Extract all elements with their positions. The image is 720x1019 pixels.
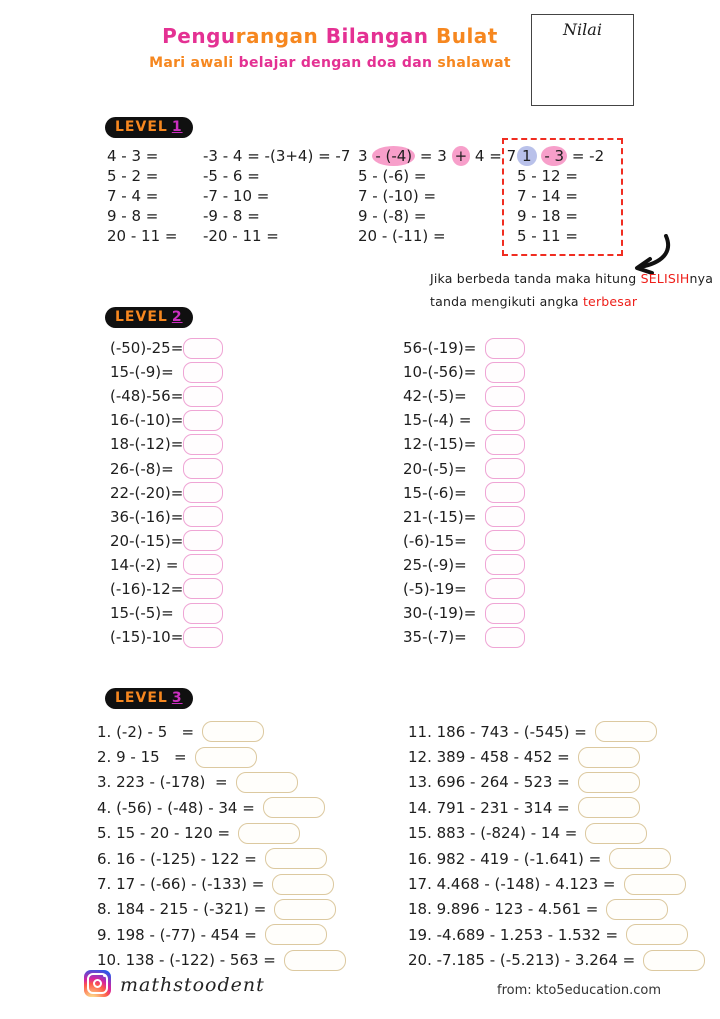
level1-badge [105,116,193,138]
problem-row [403,577,525,601]
level2-right-column [403,336,525,649]
level2-badge-number: 2 [171,309,183,325]
level1-column-4-rest [517,166,621,246]
problem: 3. 223 - (-178) = [97,773,228,792]
answer-box[interactable] [485,603,525,624]
problem: 20-(-15)= [110,531,184,550]
problem-row [403,384,525,408]
answer-box[interactable] [183,386,223,407]
worked-example [358,146,516,166]
problem: -3 - 4 = -(3+4) = -7 [203,147,351,165]
answer-box[interactable] [183,578,223,599]
answer-box[interactable] [183,338,223,359]
text-part: terbesar [582,294,638,309]
level2-left-column [110,336,223,649]
problem: 5 - (-6) = [358,167,427,185]
answer-box[interactable] [183,434,223,455]
problem-row [403,408,525,432]
problem: 10. 138 - (-122) - 563 = [97,951,276,970]
problem: 21-(-15)= [403,507,477,526]
problem: 9 - (-8) = [358,207,427,225]
problem: 30-(-19)= [403,604,477,623]
problem: 15-(-4) = [403,411,472,430]
problem: 13. 696 - 264 - 523 = [408,773,570,792]
text-part: = 3 [415,147,452,165]
problem: 22-(-20)= [110,483,184,502]
answer-box[interactable] [485,482,525,503]
answer-box[interactable] [626,924,688,945]
answer-box[interactable] [183,627,223,648]
answer-box[interactable] [485,627,525,648]
answer-box[interactable] [183,362,223,383]
problem: (-5)-19= [403,579,467,598]
answer-box[interactable] [643,950,705,971]
page-title [95,24,565,48]
problem: (-50)-25= [110,339,184,358]
level1-column-2 [203,146,350,246]
highlighted-term: 1 [517,146,537,166]
problem: 18. 9.896 - 123 - 4.561 = [408,900,599,919]
level3-badge-number: 3 [171,690,183,706]
level2-badge [105,306,193,328]
problem-row [110,360,223,384]
answer-box[interactable] [263,797,325,818]
problem-row [403,529,525,553]
problem: 42-(-5)= [403,387,467,406]
problem: 20 - 11 = [107,227,178,245]
score-box[interactable] [531,14,634,106]
level1-highlight-box [502,138,623,256]
answer-box[interactable] [485,554,525,575]
problem: 35-(-7)= [403,628,467,647]
problem: -5 - 6 = [203,167,260,185]
source-credit: from: kto5education.com [497,983,662,998]
problem: 15-(-9)= [110,363,174,382]
answer-box[interactable] [183,482,223,503]
level1-column-3-rest [358,166,516,246]
text-part: belajar dengan doa dan [238,55,438,71]
problem-row [110,408,223,432]
worked-example [517,146,621,166]
answer-box[interactable] [183,410,223,431]
answer-box[interactable] [274,899,336,920]
text-part: Bulat [428,24,498,48]
problem-row [97,948,346,973]
answer-box[interactable] [265,924,327,945]
problem: 5. 15 - 20 - 120 = [97,824,231,843]
answer-box[interactable] [606,899,668,920]
problem-row [110,529,223,553]
instagram-icon-dot [103,974,106,977]
problem: 2. 9 - 15 = [97,748,187,767]
text-part: Pengu [162,24,236,48]
answer-box[interactable] [578,797,640,818]
problem: 26-(-8)= [110,459,174,478]
problem-row [408,795,705,820]
answer-box[interactable] [485,386,525,407]
problem: 19. -4.689 - 1.253 - 1.532 = [408,925,619,944]
problem: (-48)-56= [110,387,184,406]
problem-row [110,456,223,480]
problem-row [97,719,346,744]
problem-row [97,846,346,871]
problem: 16. 982 - 419 - (-1.641) = [408,849,602,868]
problem: 56-(-19)= [403,339,477,358]
problem-row [110,384,223,408]
problem: 15-(-6)= [403,483,467,502]
problem: 20-(-5)= [403,459,467,478]
text-part: Bilangan [318,24,429,48]
answer-box[interactable] [485,434,525,455]
highlighted-term: - 3 [541,146,567,166]
problem-row [403,336,525,360]
problem-row [408,846,705,871]
text-part: SELISIH [640,271,690,286]
problem: 4. (-56) - (-48) - 34 = [97,798,255,817]
problem: 18-(-12)= [110,435,184,454]
answer-box[interactable] [595,721,657,742]
problem-row [110,505,223,529]
answer-box[interactable] [485,578,525,599]
problem-row [408,770,705,795]
problem: 6. 16 - (-125) - 122 = [97,849,257,868]
answer-box[interactable] [485,530,525,551]
text-part: rangan [235,24,319,48]
problem-row [408,871,705,896]
answer-box[interactable] [624,874,686,895]
level3-badge-label: LEVEL [115,690,168,706]
problem-row [110,336,223,360]
problem: -9 - 8 = [203,207,260,225]
highlighted-term: + [452,146,471,166]
answer-box[interactable] [485,362,525,383]
answer-box[interactable] [183,554,223,575]
problem: 16-(-10)= [110,411,184,430]
answer-box[interactable] [485,410,525,431]
problem-row [408,719,705,744]
problem: 10-(-56)= [403,363,477,382]
page-subtitle [95,55,565,71]
text-part: = -2 [567,147,605,165]
problem: 15. 883 - (-824) - 14 = [408,824,578,843]
instagram-handle: mathstoodent [120,974,265,996]
answer-box[interactable] [183,530,223,551]
problem-row [408,821,705,846]
level3-right-column [408,719,705,973]
problem-row [97,795,346,820]
level2-badge-label: LEVEL [115,309,168,325]
problem: 25-(-9)= [403,555,467,574]
problem: 5 - 12 = [517,167,578,185]
problem: 14. 791 - 231 - 314 = [408,798,570,817]
answer-box[interactable] [578,747,640,768]
problem-row [408,897,705,922]
answer-box[interactable] [485,506,525,527]
problem: 7 - 4 = [107,187,159,205]
answer-box[interactable] [238,823,300,844]
answer-box[interactable] [195,747,257,768]
level1-badge-number: 1 [171,119,183,135]
problem-row [97,897,346,922]
score-box-label: Nilai [563,20,602,39]
text-part: tanda mengikuti angka [430,294,583,309]
problem-row [403,505,525,529]
answer-box[interactable] [609,848,671,869]
answer-box[interactable] [202,721,264,742]
problem: 17. 4.468 - (-148) - 4.123 = [408,875,616,894]
problem-row [403,553,525,577]
problem-row [403,456,525,480]
answer-box[interactable] [183,603,223,624]
problem: 11. 186 - 743 - (-545) = [408,722,587,741]
problem-row [403,625,525,649]
problem-row [110,601,223,625]
problem: 20 - (-11) = [358,227,446,245]
answer-box[interactable] [183,506,223,527]
problem-row [97,871,346,896]
instagram-icon [84,970,111,997]
problem: 20. -7.185 - (-5.213) - 3.264 = [408,951,636,970]
problem-row [403,432,525,456]
problem: 9 - 18 = [517,207,578,225]
problem: 12. 389 - 458 - 452 = [408,748,570,767]
problem-row [408,744,705,769]
problem-row [403,360,525,384]
text-part: shalawat [437,55,511,71]
problem: 9 - 8 = [107,207,159,225]
problem: 15-(-5)= [110,604,174,623]
problem-row [110,481,223,505]
level1-badge-label: LEVEL [115,119,168,135]
hint-line-2 [430,294,637,310]
problem: 36-(-16)= [110,507,184,526]
text-part: 3 [358,147,373,165]
text-part: Mari awali [149,55,239,71]
answer-box[interactable] [578,772,640,793]
answer-box[interactable] [265,848,327,869]
problem: 12-(-15)= [403,435,477,454]
problem-row [97,821,346,846]
problem: -7 - 10 = [203,187,270,205]
problem: -20 - 11 = [203,227,279,245]
answer-box[interactable] [236,772,298,793]
problem: 7. 17 - (-66) - (-133) = [97,875,265,894]
problem: 7 - (-10) = [358,187,437,205]
problem-row [408,948,705,973]
level3-left-column [97,719,346,973]
problem-row [110,553,223,577]
answer-box[interactable] [485,338,525,359]
problem-row [403,601,525,625]
problem: (-16)-12= [110,579,184,598]
problem: 14-(-2) = [110,555,179,574]
level1-column-3 [358,146,516,246]
text-part: 4 = 7 [470,147,517,165]
problem: (-6)-15= [403,531,467,550]
problem-row [97,922,346,947]
problem: 7 - 14 = [517,187,578,205]
problem-row [403,481,525,505]
problem: 4 - 3 = [107,147,159,165]
problem: 9. 198 - (-77) - 454 = [97,925,257,944]
problem-row [97,744,346,769]
level3-badge [105,687,193,709]
text-part: nya [689,271,714,286]
answer-box[interactable] [272,874,334,895]
text-part: Jika berbeda tanda maka hitung [430,271,641,286]
answer-box[interactable] [485,458,525,479]
level1-column-1 [107,146,177,246]
problem-row [110,432,223,456]
hint-line-1 [430,271,713,287]
problem-row [110,577,223,601]
highlighted-term: - (-4) [372,146,415,166]
problem-row [97,770,346,795]
problem: 1. (-2) - 5 = [97,722,195,741]
problem-row [110,625,223,649]
problem-row [408,922,705,947]
answer-box[interactable] [585,823,647,844]
answer-box[interactable] [183,458,223,479]
answer-box[interactable] [284,950,346,971]
problem: 5 - 2 = [107,167,159,185]
problem: 5 - 11 = [517,227,578,245]
problem: (-15)-10= [110,628,184,647]
problem: 8. 184 - 215 - (-321) = [97,900,267,919]
